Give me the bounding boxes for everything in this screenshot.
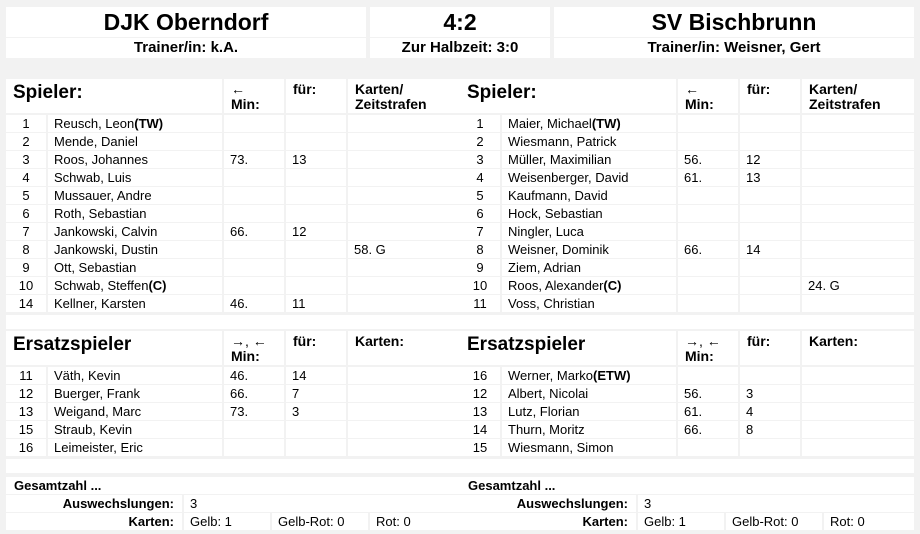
player-name	[48, 259, 222, 276]
sub-minute	[224, 421, 284, 438]
sub-for-number	[740, 205, 800, 222]
player-name	[502, 277, 676, 294]
card-entry	[348, 421, 460, 438]
card-entry	[802, 421, 914, 438]
sub-minute	[678, 115, 738, 132]
sub-for-number	[286, 277, 346, 294]
card-entry	[348, 205, 460, 222]
card-entry	[348, 151, 460, 168]
player-name-text: Maier, Michael	[508, 116, 592, 131]
shirt-number: 5	[6, 187, 46, 204]
sub-minute: 66.	[678, 421, 738, 438]
minute-label: Min:	[231, 348, 260, 364]
sub-for-number: 12	[740, 151, 800, 168]
role-tag: (TW)	[591, 116, 621, 131]
minute-label: Min:	[231, 96, 260, 112]
player-name	[502, 187, 676, 204]
player-name	[502, 133, 676, 150]
sub-minute	[224, 133, 284, 150]
player-name-text: Hock, Sebastian	[508, 206, 603, 221]
sub-minute	[678, 205, 738, 222]
player-name-text: Weisenberger, David	[508, 170, 629, 185]
time-penalties-label: Zeitstrafen	[809, 96, 881, 112]
red-card-count: Rot: 0	[824, 513, 914, 530]
player-name-text: Jankowski, Calvin	[54, 224, 158, 239]
shirt-number: 16	[460, 367, 500, 384]
player-name-text: Weisner, Dominik	[508, 242, 609, 257]
shirt-number: 6	[6, 205, 46, 222]
card-entry	[348, 223, 460, 240]
sub-for-number	[286, 421, 346, 438]
sub-minute: 61.	[678, 403, 738, 420]
players-heading: Spieler:	[460, 79, 676, 113]
player-name-text: Müller, Maximilian	[508, 152, 612, 167]
sub-minute-column-heading	[224, 331, 284, 365]
card-entry	[348, 439, 460, 456]
sub-minute	[224, 259, 284, 276]
arrow-left-icon: ←	[685, 81, 699, 97]
player-name-text: Thurn, Moritz	[508, 422, 585, 437]
sub-for-number	[286, 187, 346, 204]
time-penalties-label: Zeitstrafen	[355, 96, 427, 112]
shirt-number: 12	[6, 385, 46, 402]
sub-for-number: 14	[740, 241, 800, 258]
shirt-number: 3	[6, 151, 46, 168]
sub-for-number	[286, 241, 346, 258]
sub-minute: 56.	[678, 385, 738, 402]
role-tag: (C)	[603, 278, 622, 293]
arrow-in-out-icon: →, ←	[685, 333, 721, 349]
card-entry	[348, 277, 460, 294]
for-column-heading: für:	[740, 79, 800, 113]
away-coach: Trainer/in: Weisner, Gert	[554, 38, 914, 58]
minute-label: Min:	[685, 96, 714, 112]
sub-minute	[224, 115, 284, 132]
player-name	[502, 259, 676, 276]
sub-minute	[678, 367, 738, 384]
shirt-number: 16	[6, 439, 46, 456]
player-name-text: Kellner, Karsten	[54, 296, 146, 311]
player-name	[502, 223, 676, 240]
substitutions-label: Auswechslungen:	[460, 495, 636, 512]
player-name	[502, 205, 676, 222]
minute-column-heading	[678, 79, 738, 113]
player-name	[502, 403, 676, 420]
player-name-text: Lutz, Florian	[508, 404, 580, 419]
cards-label: Karten/	[355, 81, 404, 97]
sub-minute	[224, 205, 284, 222]
player-name-text: Buerger, Frank	[54, 386, 140, 401]
minute-label: Min:	[685, 348, 714, 364]
player-name-text: Ott, Sebastian	[54, 260, 137, 275]
sub-minute: 66.	[224, 385, 284, 402]
player-name	[48, 277, 222, 294]
player-name-text: Wiesmann, Patrick	[508, 134, 617, 149]
player-name	[502, 295, 676, 312]
player-name-text: Wiesmann, Simon	[508, 440, 614, 455]
player-name	[48, 421, 222, 438]
shirt-number: 8	[6, 241, 46, 258]
sub-for-number: 13	[286, 151, 346, 168]
sub-minute	[224, 277, 284, 294]
shirt-number: 15	[6, 421, 46, 438]
sub-for-number: 13	[740, 169, 800, 186]
sub-for-number: 4	[740, 403, 800, 420]
sub-for-number	[286, 115, 346, 132]
sub-minute-column-heading	[678, 331, 738, 365]
sub-for-number	[286, 259, 346, 276]
card-entry	[348, 259, 460, 276]
card-entry	[802, 367, 914, 384]
player-name-text: Väth, Kevin	[54, 368, 121, 383]
sub-minute	[678, 223, 738, 240]
substitutions-count: 3	[184, 495, 460, 512]
shirt-number: 7	[6, 223, 46, 240]
card-entry	[802, 223, 914, 240]
cards-column-heading: Karten:	[802, 331, 914, 365]
card-entry	[802, 187, 914, 204]
sub-for-number: 14	[286, 367, 346, 384]
shirt-number: 14	[6, 295, 46, 312]
sub-minute	[224, 439, 284, 456]
cards-column-heading	[348, 79, 460, 113]
player-name-text: Leimeister, Eric	[54, 440, 143, 455]
sub-minute: 73.	[224, 151, 284, 168]
role-tag: (ETW)	[593, 368, 631, 383]
sub-for-number	[740, 133, 800, 150]
card-entry: 58. G	[348, 241, 460, 258]
player-name-text: Reusch, Leon	[54, 116, 135, 131]
player-name	[48, 223, 222, 240]
shirt-number: 8	[460, 241, 500, 258]
sub-minute: 66.	[224, 223, 284, 240]
sub-minute	[678, 187, 738, 204]
shirt-number: 10	[6, 277, 46, 294]
minute-column-heading	[224, 79, 284, 113]
sub-minute	[678, 259, 738, 276]
player-name-text: Ziem, Adrian	[508, 260, 581, 275]
player-name-text: Voss, Christian	[508, 296, 595, 311]
player-name	[48, 367, 222, 384]
substitutes-heading: Ersatzspieler	[460, 331, 676, 365]
cards-column-heading: Karten:	[348, 331, 460, 365]
shirt-number: 4	[460, 169, 500, 186]
substitutions-label: Auswechslungen:	[6, 495, 182, 512]
shirt-number: 13	[6, 403, 46, 420]
card-entry	[802, 115, 914, 132]
sub-for-number	[740, 187, 800, 204]
sub-minute	[678, 133, 738, 150]
role-tag: (TW)	[134, 116, 164, 131]
for-column-heading: für:	[286, 331, 346, 365]
section-spacer	[460, 315, 914, 329]
player-name	[48, 169, 222, 186]
shirt-number: 4	[6, 169, 46, 186]
player-name	[48, 439, 222, 456]
cards-total-label: Karten:	[6, 513, 182, 530]
sub-for-number	[286, 133, 346, 150]
player-name-text: Roth, Sebastian	[54, 206, 147, 221]
sub-minute: 46.	[224, 295, 284, 312]
shirt-number: 1	[6, 115, 46, 132]
card-entry	[802, 241, 914, 258]
player-name-text: Mende, Daniel	[54, 134, 138, 149]
player-name-text: Albert, Nicolai	[508, 386, 589, 401]
total-heading: Gesamtzahl ...	[460, 477, 914, 494]
cards-label: Karten/	[809, 81, 858, 97]
substitutes-heading: Ersatzspieler	[6, 331, 222, 365]
card-entry	[348, 115, 460, 132]
sub-for-number: 8	[740, 421, 800, 438]
sub-for-number: 3	[740, 385, 800, 402]
sub-minute	[224, 169, 284, 186]
sub-minute	[678, 277, 738, 294]
role-tag: (C)	[148, 278, 167, 293]
final-score: 4:2	[370, 7, 550, 37]
sub-for-number	[740, 259, 800, 276]
shirt-number: 15	[460, 439, 500, 456]
cards-column-heading	[802, 79, 914, 113]
card-entry	[348, 187, 460, 204]
sub-for-number	[286, 169, 346, 186]
arrow-in-out-icon: →, ←	[231, 333, 267, 349]
sub-minute	[678, 295, 738, 312]
card-entry	[348, 385, 460, 402]
player-name	[502, 115, 676, 132]
shirt-number: 12	[460, 385, 500, 402]
player-name-text: Roos, Alexander	[508, 278, 604, 293]
player-name	[502, 421, 676, 438]
player-name	[48, 295, 222, 312]
yellow-card-count: Gelb: 1	[184, 513, 270, 530]
player-name	[502, 151, 676, 168]
arrow-left-icon: ←	[231, 81, 245, 97]
card-entry: 24. G	[802, 277, 914, 294]
sub-for-number: 11	[286, 295, 346, 312]
shirt-number: 9	[6, 259, 46, 276]
card-entry	[802, 295, 914, 312]
card-entry	[802, 169, 914, 186]
shirt-number: 1	[460, 115, 500, 132]
player-name	[48, 187, 222, 204]
player-name	[48, 241, 222, 258]
shirt-number: 11	[6, 367, 46, 384]
card-entry	[348, 367, 460, 384]
player-name-text: Ningler, Luca	[508, 224, 584, 239]
sub-for-number: 7	[286, 385, 346, 402]
shirt-number: 14	[460, 421, 500, 438]
section-spacer	[460, 459, 914, 473]
player-name-text: Schwab, Steffen	[54, 278, 149, 293]
shirt-number: 13	[460, 403, 500, 420]
sub-for-number	[740, 295, 800, 312]
player-name	[48, 385, 222, 402]
player-name	[48, 133, 222, 150]
yellow-red-card-count: Gelb-Rot: 0	[726, 513, 822, 530]
shirt-number: 6	[460, 205, 500, 222]
section-spacer	[6, 459, 460, 473]
sub-for-number	[740, 223, 800, 240]
player-name	[502, 367, 676, 384]
player-name	[48, 115, 222, 132]
for-column-heading: für:	[286, 79, 346, 113]
sub-minute: 46.	[224, 367, 284, 384]
player-name-text: Kaufmann, David	[508, 188, 608, 203]
sub-minute: 61.	[678, 169, 738, 186]
shirt-number: 7	[460, 223, 500, 240]
sub-for-number	[286, 205, 346, 222]
player-name-text: Roos, Johannes	[54, 152, 148, 167]
sub-for-number: 12	[286, 223, 346, 240]
for-column-heading: für:	[740, 331, 800, 365]
card-entry	[802, 151, 914, 168]
card-entry	[348, 295, 460, 312]
card-entry	[348, 169, 460, 186]
players-heading: Spieler:	[6, 79, 222, 113]
halftime-score: Zur Halbzeit: 3:0	[370, 38, 550, 58]
player-name-text: Schwab, Luis	[54, 170, 132, 185]
section-spacer	[6, 315, 460, 329]
card-entry	[802, 385, 914, 402]
card-entry	[348, 133, 460, 150]
yellow-card-count: Gelb: 1	[638, 513, 724, 530]
sub-minute	[224, 187, 284, 204]
sub-for-number: 3	[286, 403, 346, 420]
player-name-text: Werner, Marko	[508, 368, 594, 383]
sub-for-number	[740, 277, 800, 294]
player-name	[502, 241, 676, 258]
player-name	[48, 151, 222, 168]
yellow-red-card-count: Gelb-Rot: 0	[272, 513, 368, 530]
card-entry	[802, 205, 914, 222]
sub-minute: 56.	[678, 151, 738, 168]
sub-minute: 73.	[224, 403, 284, 420]
home-coach: Trainer/in: k.A.	[6, 38, 366, 58]
sub-for-number	[740, 439, 800, 456]
shirt-number: 3	[460, 151, 500, 168]
away-team-name: SV Bischbrunn	[554, 7, 914, 37]
card-entry	[802, 133, 914, 150]
card-entry	[802, 259, 914, 276]
player-name-text: Jankowski, Dustin	[54, 242, 159, 257]
card-entry	[802, 439, 914, 456]
player-name	[502, 385, 676, 402]
red-card-count: Rot: 0	[370, 513, 460, 530]
sub-minute	[224, 241, 284, 258]
card-entry	[348, 403, 460, 420]
shirt-number: 10	[460, 277, 500, 294]
shirt-number: 9	[460, 259, 500, 276]
sub-minute: 66.	[678, 241, 738, 258]
player-name-text: Weigand, Marc	[54, 404, 142, 419]
shirt-number: 11	[460, 295, 500, 312]
sub-for-number	[740, 115, 800, 132]
shirt-number: 5	[460, 187, 500, 204]
sub-for-number	[740, 367, 800, 384]
home-team-name: DJK Oberndorf	[6, 7, 366, 37]
player-name-text: Mussauer, Andre	[54, 188, 152, 203]
sub-minute	[678, 439, 738, 456]
player-name-text: Straub, Kevin	[54, 422, 133, 437]
player-name	[502, 439, 676, 456]
player-name	[48, 205, 222, 222]
sub-for-number	[286, 439, 346, 456]
player-name	[48, 403, 222, 420]
substitutions-count: 3	[638, 495, 914, 512]
total-heading: Gesamtzahl ...	[6, 477, 460, 494]
shirt-number: 2	[6, 133, 46, 150]
card-entry	[802, 403, 914, 420]
shirt-number: 2	[460, 133, 500, 150]
cards-total-label: Karten:	[460, 513, 636, 530]
player-name	[502, 169, 676, 186]
